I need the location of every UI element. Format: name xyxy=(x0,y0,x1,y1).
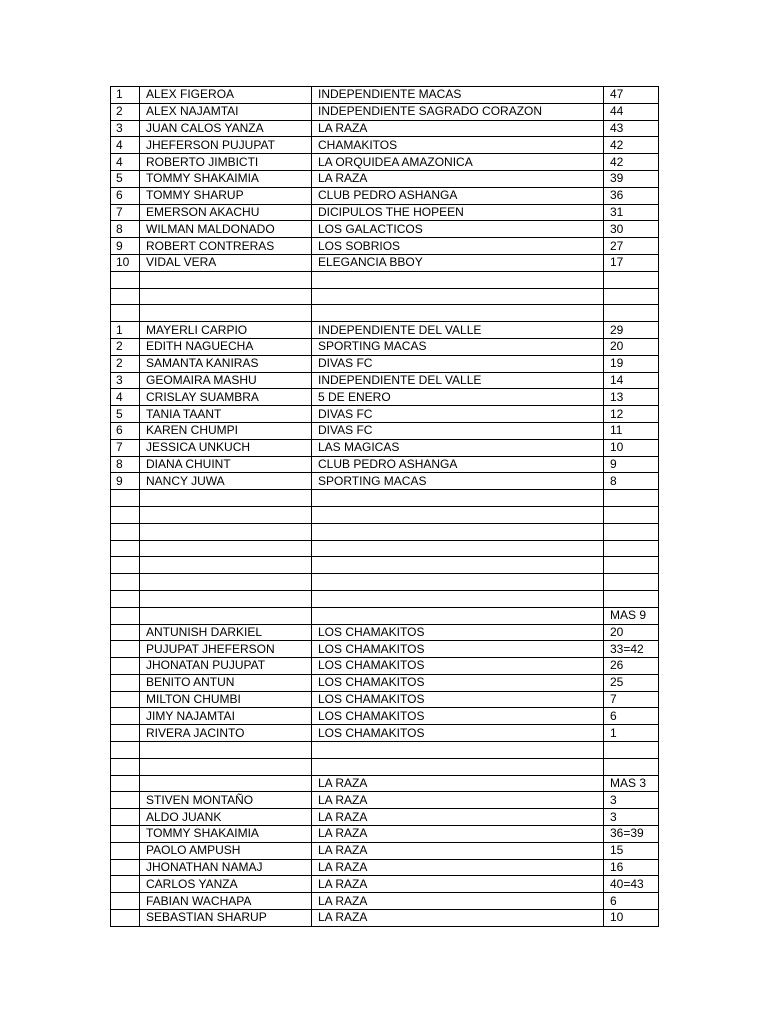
rank-cell xyxy=(111,725,140,742)
player-name-cell: EMERSON AKACHU xyxy=(140,204,312,221)
rank-cell: 7 xyxy=(111,204,140,221)
table-row xyxy=(111,305,659,322)
team-cell: ELEGANCIA BBOY xyxy=(312,254,604,271)
goals-cell: 36 xyxy=(604,187,659,204)
goals-cell: 12 xyxy=(604,406,659,423)
team-cell: LOS CHAMAKITOS xyxy=(312,708,604,725)
player-name-cell xyxy=(140,574,312,591)
player-name-cell xyxy=(140,758,312,775)
table-row xyxy=(111,422,659,439)
rank-cell: 9 xyxy=(111,473,140,490)
table-row xyxy=(111,271,659,288)
team-cell xyxy=(312,742,604,759)
player-name-cell xyxy=(140,490,312,507)
table-row xyxy=(111,792,659,809)
team-cell xyxy=(312,540,604,557)
team-cell xyxy=(312,305,604,322)
goals-cell: 13 xyxy=(604,389,659,406)
team-cell: DIVAS FC xyxy=(312,406,604,423)
goals-cell xyxy=(604,288,659,305)
table-row xyxy=(111,154,659,171)
rank-cell: 6 xyxy=(111,187,140,204)
player-name-cell xyxy=(140,271,312,288)
rank-cell xyxy=(111,842,140,859)
goals-cell: 15 xyxy=(604,842,659,859)
player-name-cell: SEBASTIAN SHARUP xyxy=(140,910,312,927)
goals-cell: 3 xyxy=(604,809,659,826)
player-name-cell: BENITO ANTUN xyxy=(140,674,312,691)
table-row xyxy=(111,607,659,624)
player-name-cell: JHONATAN PUJUPAT xyxy=(140,658,312,675)
rank-cell xyxy=(111,910,140,927)
team-cell: LA RAZA xyxy=(312,842,604,859)
table-row xyxy=(111,288,659,305)
player-name-cell xyxy=(140,288,312,305)
player-name-cell: ALEX NAJAMTAI xyxy=(140,103,312,120)
rank-cell xyxy=(111,540,140,557)
goals-cell: 14 xyxy=(604,372,659,389)
team-cell: LA RAZA xyxy=(312,893,604,910)
goals-cell: 30 xyxy=(604,221,659,238)
player-name-cell: JHONATHAN NAMAJ xyxy=(140,859,312,876)
goals-cell xyxy=(604,490,659,507)
goals-cell: 3 xyxy=(604,792,659,809)
rank-cell: 9 xyxy=(111,238,140,255)
team-cell: LAS MAGICAS xyxy=(312,439,604,456)
table-row xyxy=(111,355,659,372)
team-cell: 5 DE ENERO xyxy=(312,389,604,406)
team-cell xyxy=(312,574,604,591)
table-row xyxy=(111,674,659,691)
rank-cell: 2 xyxy=(111,338,140,355)
table-row xyxy=(111,439,659,456)
team-cell: LOS SOBRIOS xyxy=(312,238,604,255)
table-row xyxy=(111,221,659,238)
rank-cell xyxy=(111,506,140,523)
table-row xyxy=(111,540,659,557)
table-row xyxy=(111,809,659,826)
team-cell: DICIPULOS THE HOPEEN xyxy=(312,204,604,221)
table-row xyxy=(111,691,659,708)
rank-cell xyxy=(111,271,140,288)
team-cell: LA RAZA xyxy=(312,876,604,893)
rank-cell: 8 xyxy=(111,221,140,238)
goals-cell: 25 xyxy=(604,674,659,691)
team-cell: SPORTING MACAS xyxy=(312,338,604,355)
player-name-cell: JUAN CALOS YANZA xyxy=(140,120,312,137)
player-name-cell: TOMMY SHARUP xyxy=(140,187,312,204)
team-cell: INDEPENDIENTE DEL VALLE xyxy=(312,322,604,339)
goals-cell: 27 xyxy=(604,238,659,255)
player-name-cell: ALEX FIGEROA xyxy=(140,87,312,104)
goals-cell: 6 xyxy=(604,708,659,725)
scorers-table-body xyxy=(111,87,659,927)
rank-cell: 1 xyxy=(111,322,140,339)
player-name-cell: CRISLAY SUAMBRA xyxy=(140,389,312,406)
table-row xyxy=(111,842,659,859)
goals-cell xyxy=(604,574,659,591)
team-cell: SPORTING MACAS xyxy=(312,473,604,490)
rank-cell: 4 xyxy=(111,154,140,171)
player-name-cell: JHEFERSON PUJUPAT xyxy=(140,137,312,154)
player-name-cell: MAYERLI CARPIO xyxy=(140,322,312,339)
rank-cell xyxy=(111,490,140,507)
player-name-cell: TOMMY SHAKAIMIA xyxy=(140,826,312,843)
rank-cell: 6 xyxy=(111,422,140,439)
scorers-table xyxy=(110,86,659,927)
rank-cell xyxy=(111,708,140,725)
table-row xyxy=(111,473,659,490)
player-name-cell xyxy=(140,590,312,607)
table-row xyxy=(111,876,659,893)
team-cell: LA RAZA xyxy=(312,120,604,137)
goals-cell: 44 xyxy=(604,103,659,120)
team-cell: LA RAZA xyxy=(312,792,604,809)
player-name-cell: JIMY NAJAMTAI xyxy=(140,708,312,725)
rank-cell xyxy=(111,641,140,658)
table-row xyxy=(111,187,659,204)
team-cell: INDEPENDIENTE DEL VALLE xyxy=(312,372,604,389)
goals-cell xyxy=(604,590,659,607)
rank-cell xyxy=(111,305,140,322)
table-row xyxy=(111,506,659,523)
goals-cell: 33=42 xyxy=(604,641,659,658)
goals-cell: 10 xyxy=(604,439,659,456)
rank-cell: 5 xyxy=(111,406,140,423)
table-row xyxy=(111,641,659,658)
team-cell: LA ORQUIDEA AMAZONICA xyxy=(312,154,604,171)
team-cell: CLUB PEDRO ASHANGA xyxy=(312,456,604,473)
rank-cell: 2 xyxy=(111,355,140,372)
rank-cell: 1 xyxy=(111,87,140,104)
team-cell xyxy=(312,758,604,775)
rank-cell: 8 xyxy=(111,456,140,473)
team-cell xyxy=(312,288,604,305)
rank-cell xyxy=(111,809,140,826)
goals-cell: 40=43 xyxy=(604,876,659,893)
table-row xyxy=(111,893,659,910)
goals-cell xyxy=(604,557,659,574)
player-name-cell xyxy=(140,305,312,322)
player-name-cell: WILMAN MALDONADO xyxy=(140,221,312,238)
table-row xyxy=(111,322,659,339)
player-name-cell: KAREN CHUMPI xyxy=(140,422,312,439)
player-name-cell: RIVERA JACINTO xyxy=(140,725,312,742)
rank-cell: 3 xyxy=(111,372,140,389)
goals-cell xyxy=(604,758,659,775)
table-row xyxy=(111,137,659,154)
player-name-cell: PUJUPAT JHEFERSON xyxy=(140,641,312,658)
table-row xyxy=(111,338,659,355)
rank-cell xyxy=(111,859,140,876)
table-row xyxy=(111,742,659,759)
rank-cell: 10 xyxy=(111,254,140,271)
team-cell: LOS CHAMAKITOS xyxy=(312,691,604,708)
team-cell: LA RAZA xyxy=(312,859,604,876)
goals-cell: 16 xyxy=(604,859,659,876)
player-name-cell: SAMANTA KANIRAS xyxy=(140,355,312,372)
table-row xyxy=(111,372,659,389)
goals-cell: 20 xyxy=(604,338,659,355)
rank-cell: 2 xyxy=(111,103,140,120)
rank-cell xyxy=(111,691,140,708)
team-cell: INDEPENDIENTE SAGRADO CORAZON xyxy=(312,103,604,120)
player-name-cell xyxy=(140,742,312,759)
goals-cell xyxy=(604,742,659,759)
goals-cell xyxy=(604,506,659,523)
table-row xyxy=(111,758,659,775)
rank-cell xyxy=(111,523,140,540)
player-name-cell: TANIA TAANT xyxy=(140,406,312,423)
player-name-cell: DIANA CHUINT xyxy=(140,456,312,473)
table-row xyxy=(111,557,659,574)
player-name-cell: GEOMAIRA MASHU xyxy=(140,372,312,389)
table-row xyxy=(111,389,659,406)
goals-cell: 6 xyxy=(604,893,659,910)
team-cell: CHAMAKITOS xyxy=(312,137,604,154)
table-row xyxy=(111,170,659,187)
goals-cell xyxy=(604,523,659,540)
table-row xyxy=(111,103,659,120)
rank-cell: 4 xyxy=(111,137,140,154)
goals-cell: 10 xyxy=(604,910,659,927)
rank-cell xyxy=(111,557,140,574)
table-row xyxy=(111,574,659,591)
goals-cell: 20 xyxy=(604,624,659,641)
goals-cell: 1 xyxy=(604,725,659,742)
player-name-cell xyxy=(140,540,312,557)
team-cell: LOS GALACTICOS xyxy=(312,221,604,238)
player-name-cell: NANCY JUWA xyxy=(140,473,312,490)
goals-cell: 7 xyxy=(604,691,659,708)
rank-cell xyxy=(111,742,140,759)
team-cell xyxy=(312,607,604,624)
table-row xyxy=(111,859,659,876)
goals-cell xyxy=(604,271,659,288)
team-cell xyxy=(312,557,604,574)
table-row xyxy=(111,775,659,792)
table-row xyxy=(111,590,659,607)
player-name-cell xyxy=(140,557,312,574)
rank-cell: 4 xyxy=(111,389,140,406)
goals-cell: 29 xyxy=(604,322,659,339)
team-cell xyxy=(312,590,604,607)
table-row xyxy=(111,624,659,641)
rank-cell xyxy=(111,893,140,910)
player-name-cell: TOMMY SHAKAIMIA xyxy=(140,170,312,187)
table-row xyxy=(111,826,659,843)
table-row xyxy=(111,120,659,137)
team-cell: DIVAS FC xyxy=(312,422,604,439)
rank-cell xyxy=(111,876,140,893)
team-cell: LOS CHAMAKITOS xyxy=(312,725,604,742)
rank-cell xyxy=(111,658,140,675)
goals-cell: 43 xyxy=(604,120,659,137)
table-row xyxy=(111,406,659,423)
goals-cell: MAS 9 xyxy=(604,607,659,624)
team-cell: LA RAZA xyxy=(312,809,604,826)
team-cell: DIVAS FC xyxy=(312,355,604,372)
goals-cell: 8 xyxy=(604,473,659,490)
goals-cell: 42 xyxy=(604,137,659,154)
player-name-cell: EDITH NAGUECHA xyxy=(140,338,312,355)
table-row xyxy=(111,204,659,221)
goals-cell: 42 xyxy=(604,154,659,171)
team-cell: INDEPENDIENTE MACAS xyxy=(312,87,604,104)
goals-cell: 9 xyxy=(604,456,659,473)
rank-cell xyxy=(111,574,140,591)
goals-cell: 19 xyxy=(604,355,659,372)
table-row xyxy=(111,238,659,255)
team-cell xyxy=(312,523,604,540)
player-name-cell: PAOLO AMPUSH xyxy=(140,842,312,859)
player-name-cell: ROBERT CONTRERAS xyxy=(140,238,312,255)
player-name-cell xyxy=(140,506,312,523)
rank-cell: 3 xyxy=(111,120,140,137)
goals-cell xyxy=(604,540,659,557)
rank-cell xyxy=(111,674,140,691)
player-name-cell xyxy=(140,607,312,624)
player-name-cell: JESSICA UNKUCH xyxy=(140,439,312,456)
rank-cell xyxy=(111,826,140,843)
player-name-cell: VIDAL VERA xyxy=(140,254,312,271)
table-row xyxy=(111,658,659,675)
player-name-cell xyxy=(140,775,312,792)
goals-cell: 17 xyxy=(604,254,659,271)
goals-cell: 31 xyxy=(604,204,659,221)
rank-cell xyxy=(111,758,140,775)
rank-cell xyxy=(111,792,140,809)
goals-cell: 26 xyxy=(604,658,659,675)
player-name-cell xyxy=(140,523,312,540)
player-name-cell: ROBERTO JIMBICTI xyxy=(140,154,312,171)
table-row xyxy=(111,456,659,473)
team-cell: LOS CHAMAKITOS xyxy=(312,641,604,658)
team-cell: LOS CHAMAKITOS xyxy=(312,624,604,641)
player-name-cell: MILTON CHUMBI xyxy=(140,691,312,708)
goals-cell: 11 xyxy=(604,422,659,439)
rank-cell xyxy=(111,288,140,305)
goals-cell: 36=39 xyxy=(604,826,659,843)
rank-cell: 7 xyxy=(111,439,140,456)
player-name-cell: CARLOS YANZA xyxy=(140,876,312,893)
table-row xyxy=(111,87,659,104)
team-cell: LOS CHAMAKITOS xyxy=(312,658,604,675)
goals-cell: 47 xyxy=(604,87,659,104)
goals-cell xyxy=(604,305,659,322)
player-name-cell: STIVEN MONTAÑO xyxy=(140,792,312,809)
rank-cell xyxy=(111,775,140,792)
table-row xyxy=(111,254,659,271)
rank-cell xyxy=(111,590,140,607)
team-cell xyxy=(312,271,604,288)
player-name-cell: ALDO JUANK xyxy=(140,809,312,826)
team-cell xyxy=(312,506,604,523)
table-row xyxy=(111,910,659,927)
team-cell: LA RAZA xyxy=(312,910,604,927)
player-name-cell: ANTUNISH DARKIEL xyxy=(140,624,312,641)
goals-cell: 39 xyxy=(604,170,659,187)
team-cell: LA RAZA xyxy=(312,170,604,187)
goals-cell: MAS 3 xyxy=(604,775,659,792)
rank-cell xyxy=(111,624,140,641)
team-cell: LA RAZA xyxy=(312,826,604,843)
team-cell: LA RAZA xyxy=(312,775,604,792)
rank-cell xyxy=(111,607,140,624)
team-cell: CLUB PEDRO ASHANGA xyxy=(312,187,604,204)
table-row xyxy=(111,523,659,540)
table-row xyxy=(111,725,659,742)
table-row xyxy=(111,490,659,507)
team-cell: LOS CHAMAKITOS xyxy=(312,674,604,691)
team-cell xyxy=(312,490,604,507)
player-name-cell: FABIAN WACHAPA xyxy=(140,893,312,910)
table-row xyxy=(111,708,659,725)
rank-cell: 5 xyxy=(111,170,140,187)
